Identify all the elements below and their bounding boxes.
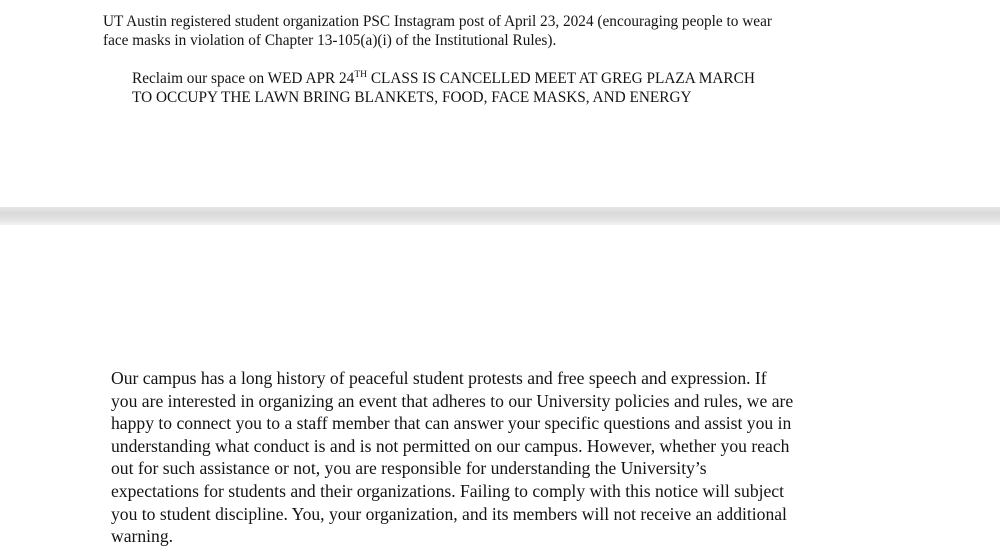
notice-line: happy to connect you to a staff member that can answer your specific questions and assist you in [111, 413, 792, 434]
page-separator [0, 207, 1000, 225]
notice-line: understanding what conduct is and is not permitted on our campus. However, whether you reach [111, 435, 790, 456]
document-page-top [0, 0, 1000, 207]
quote-text: Reclaim our space on WED APR 24 [132, 70, 355, 87]
quote-line [132, 69, 852, 88]
quote-text: CLASS IS CANCELLED MEET AT GREG PLAZA MARCH [367, 70, 755, 87]
notice-line: Our campus has a long history of peaceful student protests and free speech and expression. If [111, 368, 767, 388]
notice-line: you to student discipline. You, your organization, and its members will not receive an additional [111, 503, 787, 524]
caption-line: UT Austin registered student organization PSC Instagram post of April 23, 2024 (encouraging people to wear [103, 13, 772, 30]
notice-line: expectations for students and their organizations. Failing to comply with this notice will subject [111, 480, 785, 501]
caption-line: face masks in violation of Chapter 13-105(a)(i) of the Institutional Rules). [103, 32, 557, 49]
instagram-post-quote [132, 69, 852, 107]
notice-line: out for such assistance or not, you are responsible for understanding the University’s [111, 458, 707, 479]
ordinal-superscript: TH [354, 70, 368, 80]
notice-paragraph [111, 367, 901, 548]
caption-paragraph [103, 12, 863, 50]
quote-line: TO OCCUPY THE LAWN BRING BLANKETS, FOOD, FACE MASKS, AND ENERGY [132, 89, 692, 106]
notice-line: warning. [111, 526, 174, 547]
notice-line: you are interested in organizing an event that adheres to our University policies and rules, we are [111, 390, 794, 411]
